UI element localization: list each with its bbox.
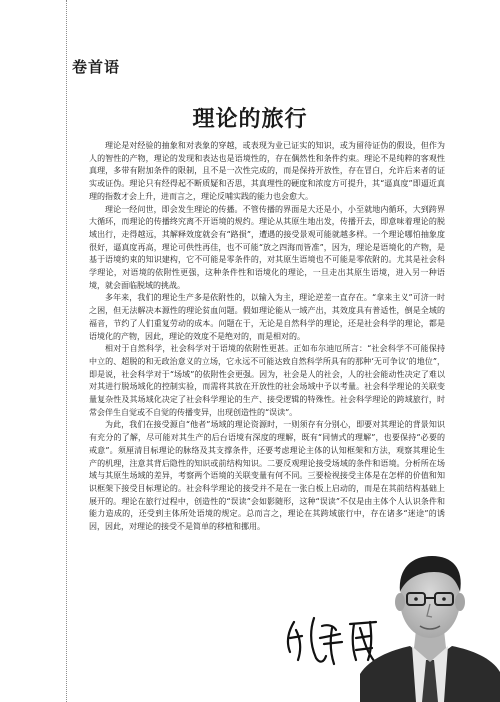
paragraph: 理论一经问世，即会发生理论的传播。不管传播的界面是大还是小，小至就地内循环，大到跨界大循环，而理论的传播终究离不开语境的规约。理论从其原生地出发，传播开去，即意味着理论的脱域出行，走得越远，其解释效度就会有“路损”，遭遇的接受景观可能就越多样。一个理论哪怕抽象度很好，逼真度再高，理论可供性再佳，也不可能“放之四海而皆准”，因为，理论是语境化的产物，是基于语境約束的知识建构，它不可能是零条件的，对其原生语境也不可能是零依附的。尤其是社会科学理论，对语境的依附性更强，这种条件性和语境化的理论，一旦走出其原生语境，进入另一种语境，就会面临脱域的挑战。: [89, 204, 445, 290]
paragraph: 理论是对经验的抽象和对表象的穿越，或表现为业已证实的知识，或为留待证伪的假设，但作为人的智性的产物，理论的发现和表达也是语境性的，存在偶然性和条件约束。理论不是纯粹的客观性真理，多带有附加条件的限制，且不是一次性完成的，而是保持开放性，存在冒白，允许后来者的证实或证伪。理论只有经得起不断质疑和否思，其真理性的硬度和浓度方可提升，其“逼真度”即逼近真理的指数才会上升，进而言之，理论反哺实践的能力也会愈大。: [89, 141, 445, 201]
article-body: [89, 140, 445, 534]
author-portrait: [360, 538, 500, 702]
article-title: 理论的旅行: [192, 106, 308, 132]
paragraph: 为此，我们在接受源自“他者”场域的理论资源时，一则须存有分别心，即要对其理论的背景知识有充分的了解，尽可能对其生产的后台语境有深度的理解，既有“同情式的理解”，也要保持“必要的戒意”。须厘清目标理论的脉络及其支撑条件，还要考虑理论主体的认知框架和方法，观察其理论生产的机理，注意其背后隐性的知识或前结构知识。二要反观理论接受场域的条件和语境。分析所在场域与其原生场域的差异，考察两个语境的关联变量有何不同。三要检视接受主体是在怎样的价值和知识框架下接受目标理论的。社会科学理论的接受并不是在一张白板上启动的，而是在其前结构基础上展开的。理论在旅行过程中，创造性的“误读”会如影随形，这种“误读”不仅是由主体个人认识条件和能力造成的，还受到主体所处语境的规定。总而言之，理论在其跨域旅行中，存在诸多“迷途”的诱因，因此，对理论的接受不是简单的移植和挪用。: [89, 420, 445, 532]
section-label: 卷首语: [72, 58, 121, 76]
paragraph: 相对于自然科学，社会科学对于语境的依附性更甚。正如布尔迪厄所言：“社会科学不可能保持中立的、超脱的和无政治意义的立场，它永远不可能达致自然科学所具有的那种‘无可争议’的地位”，即是说，社会科学对于“场域”的依附性会更强。因为，社会是人的社会，人的社会能动性决定了难以对其进行脱场域化的控制实验，而需将其放在开放性的社会场域中予以考量。社会科学理论的关联变量复杂性及其场域化决定了社会科学理论的生产、接受逻辑的特殊性。社会科学理论的跨域旅行，时常会伴生自觉或不自觉的传播变异，出现创造性的“误读”。: [89, 344, 445, 417]
paragraph: 多年来，我们的理论生产多是依附性的，以输入为主，理论逆差一直存在。“拿来主义”可济一时之困，但无法解决本源性的理论贫血问题。假如理论能从一域产出，其效度具有普适性，倒是全域的福音，节约了人们重复劳动的成本。问题在于，无论是自然科学的理论，还是社会科学的理论，都是语境化的产物，因此，理论的效度不是绝对的，而是相对的。: [89, 293, 445, 341]
